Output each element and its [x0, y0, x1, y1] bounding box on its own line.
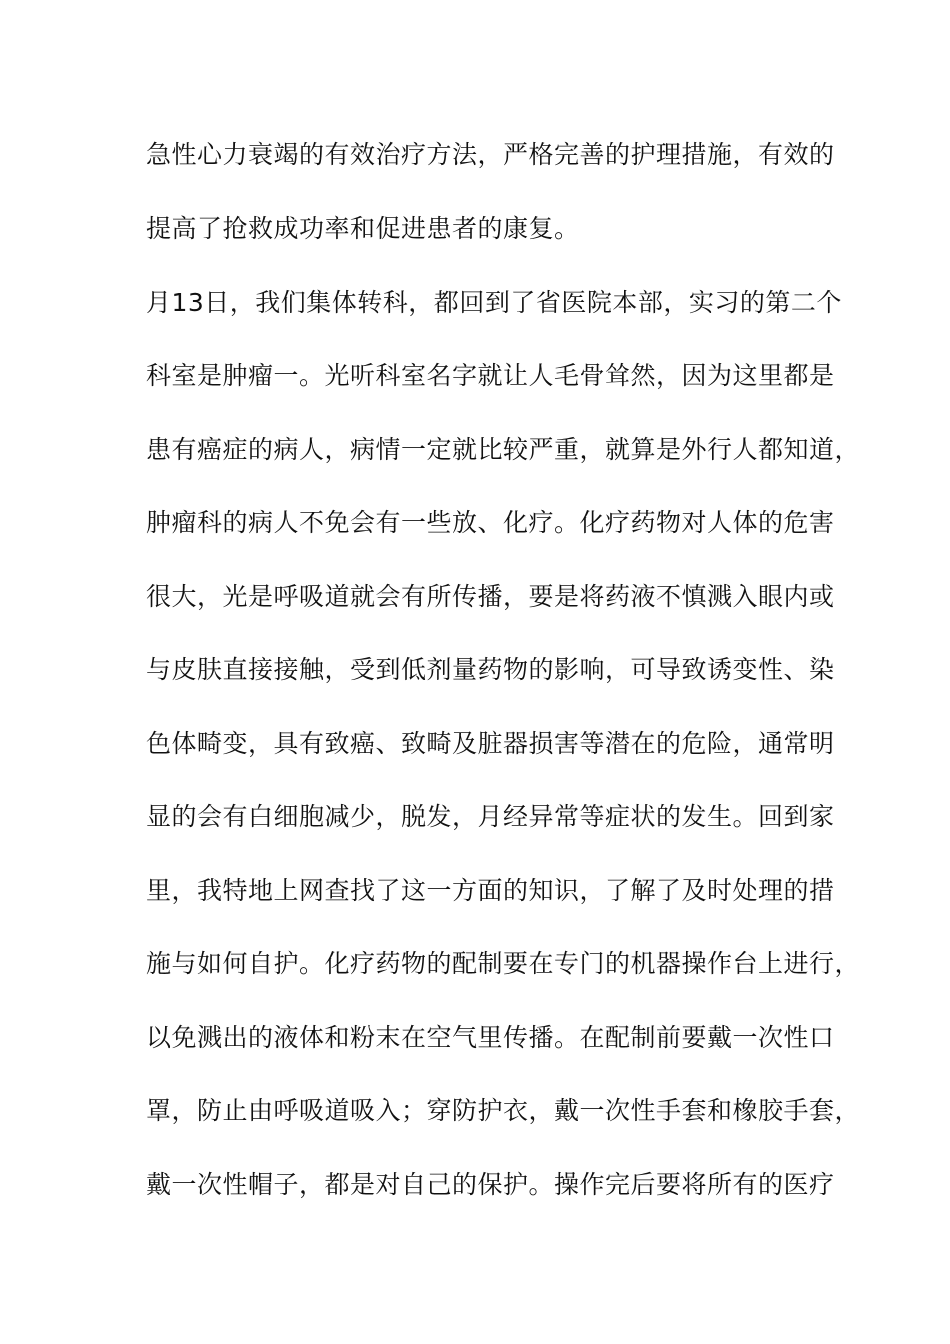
text-line: 科室是肿瘤一。光听科室名字就让人毛骨耸然，因为这里都是	[146, 361, 835, 390]
text-line: 罩，防止由呼吸道吸入；穿防护衣，戴一次性手套和橡胶手套，	[146, 1096, 861, 1125]
text-line: 肿瘤科的病人不免会有一些放、化疗。化疗药物对人体的危害	[146, 508, 835, 537]
text-line: 月13日，我们集体转科，都回到了省医院本部，实习的第二个	[146, 287, 842, 317]
text-line: 显的会有白细胞减少，脱发，月经异常等症状的发生。回到家	[146, 802, 835, 831]
text-line: 里，我特地上网查找了这一方面的知识，了解了及时处理的措	[146, 875, 835, 905]
body-text	[146, 136, 861, 1239]
text-line: 以免溅出的液体和粉末在空气里传播。在配制前要戴一次性口	[146, 1022, 835, 1052]
text-line: 色体畸变，具有致癌、致畸及脏器损害等潜在的危险，通常明	[146, 728, 835, 758]
text-line: 与皮肤直接接触，受到低剂量药物的影响，可导致诱变性、染	[146, 655, 835, 684]
text-line: 戴一次性帽子，都是对自己的保护。操作完后要将所有的医疗	[146, 1169, 835, 1199]
text-line: 很大，光是呼吸道就会有所传播，要是将药液不慎溅入眼内或	[146, 581, 835, 611]
text-line: 患有癌症的病人，病情一定就比较严重，就算是外行人都知道，	[146, 434, 861, 464]
text-line: 施与如何自护。化疗药物的配制要在专门的机器操作台上进行，	[146, 949, 861, 978]
text-line: 急性心力衰竭的有效治疗方法，严格完善的护理措施，有效的	[146, 140, 835, 169]
text-line: 提高了抢救成功率和促进患者的康复。	[146, 213, 580, 243]
